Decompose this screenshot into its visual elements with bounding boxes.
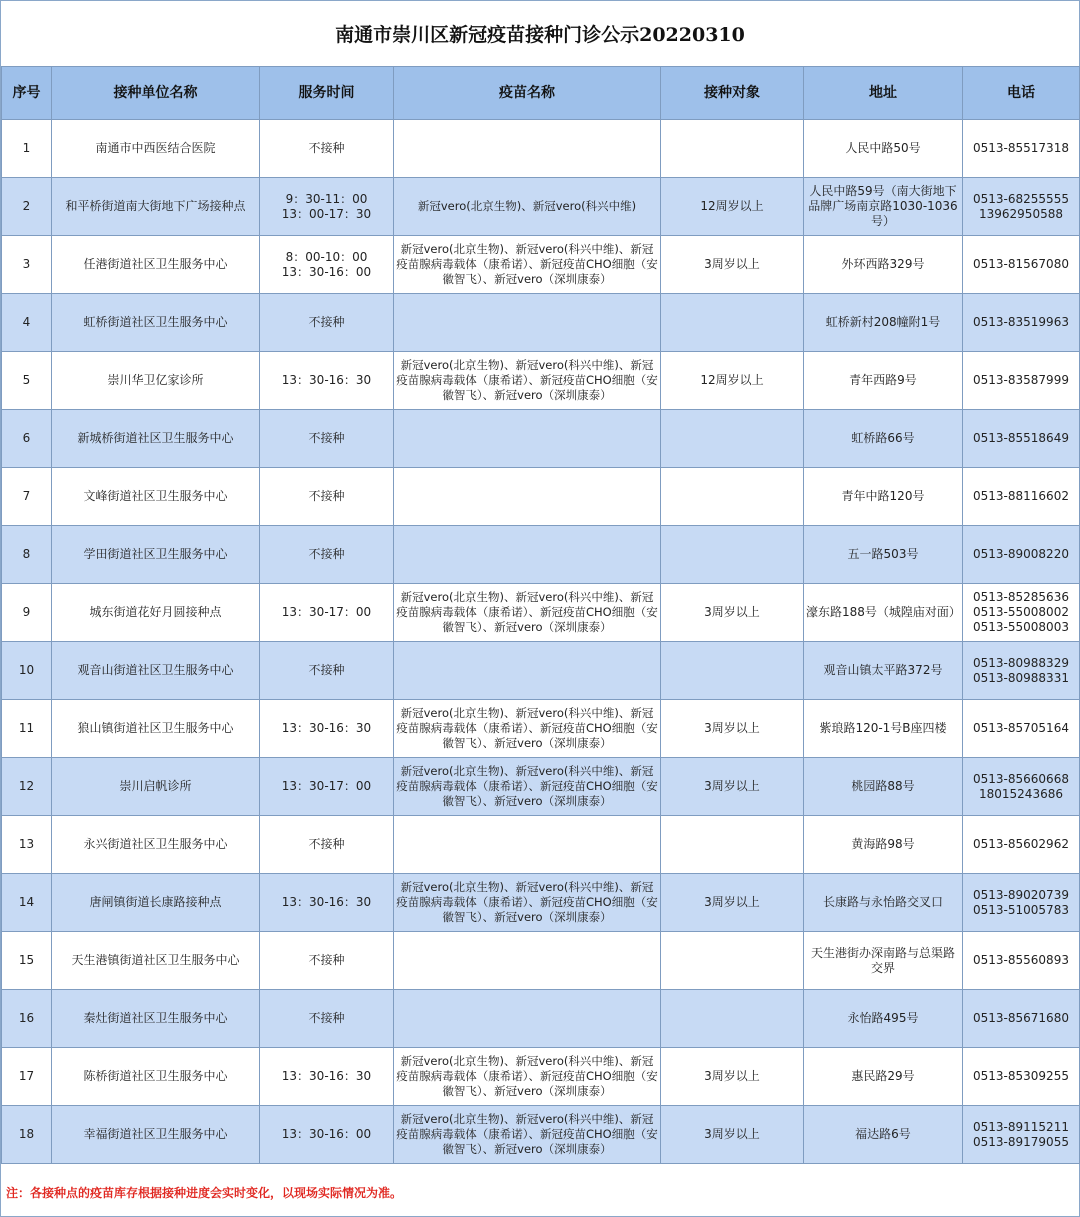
cell-target: 3周岁以上 — [661, 758, 804, 816]
cell-unit: 唐闸镇街道长康路接种点 — [52, 874, 260, 932]
cell-no: 4 — [2, 294, 52, 352]
cell-unit: 文峰街道社区卫生服务中心 — [52, 468, 260, 526]
table-row — [2, 700, 1080, 758]
table-row — [2, 236, 1080, 294]
cell-vaccine: 新冠vero(北京生物)、新冠vero(科兴中维)、新冠疫苗腺病毒载体（康希诺）、新冠疫苗CHO细胞（安徽智飞）、新冠vero（深圳康泰） — [394, 874, 661, 932]
cell-vaccine — [394, 932, 661, 990]
cell-time: 13：30-16：30 — [260, 352, 394, 410]
cell-address: 青年西路9号 — [804, 352, 963, 410]
cell-phone: 0513-85560893 — [963, 932, 1080, 990]
cell-time: 8：00-10：00 13：30-16：00 — [260, 236, 394, 294]
header-vaccine: 疫苗名称 — [394, 67, 661, 120]
cell-target — [661, 932, 804, 990]
cell-unit: 新城桥街道社区卫生服务中心 — [52, 410, 260, 468]
cell-phone: 0513-68255555 13962950588 — [963, 178, 1080, 236]
cell-no: 12 — [2, 758, 52, 816]
cell-target: 3周岁以上 — [661, 1106, 804, 1164]
cell-vaccine — [394, 816, 661, 874]
cell-target — [661, 468, 804, 526]
table-row — [2, 816, 1080, 874]
cell-no: 17 — [2, 1048, 52, 1106]
cell-target — [661, 526, 804, 584]
table-row — [2, 120, 1080, 178]
cell-time: 13：30-16：30 — [260, 874, 394, 932]
cell-phone: 0513-85705164 — [963, 700, 1080, 758]
cell-time: 9：30-11：00 13：00-17：30 — [260, 178, 394, 236]
cell-address: 天生港街办深南路与总渠路交界 — [804, 932, 963, 990]
table-row — [2, 1106, 1080, 1164]
cell-time: 13：30-17：00 — [260, 758, 394, 816]
cell-address: 虹桥路66号 — [804, 410, 963, 468]
cell-unit: 城东街道花好月圆接种点 — [52, 584, 260, 642]
table-row — [2, 352, 1080, 410]
table-row — [2, 758, 1080, 816]
cell-vaccine — [394, 468, 661, 526]
cell-phone: 0513-85518649 — [963, 410, 1080, 468]
cell-phone: 0513-85517318 — [963, 120, 1080, 178]
cell-phone: 0513-81567080 — [963, 236, 1080, 294]
cell-address: 永怡路495号 — [804, 990, 963, 1048]
cell-phone: 0513-89020739 0513-51005783 — [963, 874, 1080, 932]
cell-no: 9 — [2, 584, 52, 642]
header-no: 序号 — [2, 67, 52, 120]
cell-phone: 0513-85602962 — [963, 816, 1080, 874]
cell-address: 人民中路59号（南大街地下品牌广场南京路1030-1036号） — [804, 178, 963, 236]
cell-address: 长康路与永怡路交叉口 — [804, 874, 963, 932]
header-time: 服务时间 — [260, 67, 394, 120]
cell-no: 10 — [2, 642, 52, 700]
cell-vaccine: 新冠vero(北京生物)、新冠vero(科兴中维)、新冠疫苗腺病毒载体（康希诺）、新冠疫苗CHO细胞（安徽智飞）、新冠vero（深圳康泰） — [394, 1106, 661, 1164]
cell-address: 濠东路188号（城隍庙对面） — [804, 584, 963, 642]
cell-no: 14 — [2, 874, 52, 932]
table-row — [2, 584, 1080, 642]
cell-target: 12周岁以上 — [661, 352, 804, 410]
cell-unit: 秦灶街道社区卫生服务中心 — [52, 990, 260, 1048]
cell-unit: 虹桥街道社区卫生服务中心 — [52, 294, 260, 352]
cell-no: 6 — [2, 410, 52, 468]
cell-unit: 南通市中西医结合医院 — [52, 120, 260, 178]
table-row — [2, 642, 1080, 700]
cell-unit: 崇川启帆诊所 — [52, 758, 260, 816]
header-phone: 电话 — [963, 67, 1080, 120]
table-row — [2, 178, 1080, 236]
cell-vaccine — [394, 294, 661, 352]
cell-address: 观音山镇太平路372号 — [804, 642, 963, 700]
cell-vaccine — [394, 990, 661, 1048]
cell-time: 13：30-16：30 — [260, 1048, 394, 1106]
cell-time: 不接种 — [260, 816, 394, 874]
cell-time: 不接种 — [260, 468, 394, 526]
table-row — [2, 468, 1080, 526]
table-row — [2, 410, 1080, 468]
cell-target: 3周岁以上 — [661, 236, 804, 294]
cell-target — [661, 642, 804, 700]
cell-address: 黄海路98号 — [804, 816, 963, 874]
clinic-table — [1, 66, 1080, 1164]
cell-target: 3周岁以上 — [661, 584, 804, 642]
cell-time: 不接种 — [260, 642, 394, 700]
cell-unit: 狼山镇街道社区卫生服务中心 — [52, 700, 260, 758]
cell-unit: 崇川华卫亿家诊所 — [52, 352, 260, 410]
cell-phone: 0513-88116602 — [963, 468, 1080, 526]
cell-target — [661, 294, 804, 352]
cell-phone: 0513-89115211 0513-89179055 — [963, 1106, 1080, 1164]
cell-phone: 0513-83519963 — [963, 294, 1080, 352]
cell-no: 3 — [2, 236, 52, 294]
cell-time: 不接种 — [260, 410, 394, 468]
header-unit: 接种单位名称 — [52, 67, 260, 120]
table-body — [2, 120, 1080, 1164]
cell-no: 13 — [2, 816, 52, 874]
cell-unit: 任港街道社区卫生服务中心 — [52, 236, 260, 294]
cell-unit: 陈桥街道社区卫生服务中心 — [52, 1048, 260, 1106]
cell-unit: 和平桥街道南大街地下广场接种点 — [52, 178, 260, 236]
cell-target — [661, 120, 804, 178]
cell-unit: 学田街道社区卫生服务中心 — [52, 526, 260, 584]
cell-unit: 观音山街道社区卫生服务中心 — [52, 642, 260, 700]
header-target: 接种对象 — [661, 67, 804, 120]
cell-address: 青年中路120号 — [804, 468, 963, 526]
cell-vaccine: 新冠vero(北京生物)、新冠vero(科兴中维)、新冠疫苗腺病毒载体（康希诺）、新冠疫苗CHO细胞（安徽智飞）、新冠vero（深圳康泰） — [394, 758, 661, 816]
cell-target — [661, 816, 804, 874]
footnote: 注：各接种点的疫苗库存根据接种进度会实时变化，以现场实际情况为准。 — [6, 1186, 403, 1200]
table-row — [2, 932, 1080, 990]
cell-vaccine: 新冠vero(北京生物)、新冠vero(科兴中维)、新冠疫苗腺病毒载体（康希诺）、新冠疫苗CHO细胞（安徽智飞）、新冠vero（深圳康泰） — [394, 236, 661, 294]
cell-time: 不接种 — [260, 120, 394, 178]
cell-unit: 永兴街道社区卫生服务中心 — [52, 816, 260, 874]
cell-time: 不接种 — [260, 294, 394, 352]
cell-vaccine — [394, 526, 661, 584]
table-row — [2, 526, 1080, 584]
table-header-row — [2, 67, 1080, 120]
cell-address: 福达路6号 — [804, 1106, 963, 1164]
cell-no: 11 — [2, 700, 52, 758]
cell-address: 虹桥新村208幢附1号 — [804, 294, 963, 352]
cell-time: 13：30-17：00 — [260, 584, 394, 642]
cell-no: 8 — [2, 526, 52, 584]
cell-no: 18 — [2, 1106, 52, 1164]
table-row — [2, 874, 1080, 932]
cell-phone: 0513-83587999 — [963, 352, 1080, 410]
cell-target — [661, 990, 804, 1048]
cell-vaccine: 新冠vero(北京生物)、新冠vero(科兴中维)、新冠疫苗腺病毒载体（康希诺）、新冠疫苗CHO细胞（安徽智飞）、新冠vero（深圳康泰） — [394, 584, 661, 642]
cell-target — [661, 410, 804, 468]
cell-time: 不接种 — [260, 990, 394, 1048]
cell-vaccine — [394, 120, 661, 178]
table-row — [2, 294, 1080, 352]
cell-vaccine: 新冠vero(北京生物)、新冠vero(科兴中维)、新冠疫苗腺病毒载体（康希诺）、新冠疫苗CHO细胞（安徽智飞）、新冠vero（深圳康泰） — [394, 352, 661, 410]
cell-address: 人民中路50号 — [804, 120, 963, 178]
cell-no: 16 — [2, 990, 52, 1048]
cell-time: 13：30-16：30 — [260, 700, 394, 758]
cell-target: 3周岁以上 — [661, 700, 804, 758]
cell-unit: 天生港镇街道社区卫生服务中心 — [52, 932, 260, 990]
table-row — [2, 990, 1080, 1048]
table-row — [2, 1048, 1080, 1106]
cell-target: 12周岁以上 — [661, 178, 804, 236]
cell-phone: 0513-85309255 — [963, 1048, 1080, 1106]
cell-target: 3周岁以上 — [661, 874, 804, 932]
cell-phone: 0513-85285636 0513-55008002 0513-55008003 — [963, 584, 1080, 642]
cell-time: 13：30-16：00 — [260, 1106, 394, 1164]
cell-phone: 0513-89008220 — [963, 526, 1080, 584]
cell-no: 7 — [2, 468, 52, 526]
cell-target: 3周岁以上 — [661, 1048, 804, 1106]
cell-address: 惠民路29号 — [804, 1048, 963, 1106]
cell-time: 不接种 — [260, 932, 394, 990]
cell-vaccine: 新冠vero(北京生物)、新冠vero(科兴中维)、新冠疫苗腺病毒载体（康希诺）、新冠疫苗CHO细胞（安徽智飞）、新冠vero（深圳康泰） — [394, 700, 661, 758]
cell-vaccine — [394, 410, 661, 468]
cell-no: 2 — [2, 178, 52, 236]
cell-phone: 0513-85660668 18015243686 — [963, 758, 1080, 816]
cell-time: 不接种 — [260, 526, 394, 584]
cell-address: 外环西路329号 — [804, 236, 963, 294]
cell-phone: 0513-85671680 — [963, 990, 1080, 1048]
cell-vaccine — [394, 642, 661, 700]
cell-address: 桃园路88号 — [804, 758, 963, 816]
header-address: 地址 — [804, 67, 963, 120]
cell-address: 五一路503号 — [804, 526, 963, 584]
cell-no: 1 — [2, 120, 52, 178]
cell-no: 5 — [2, 352, 52, 410]
cell-vaccine: 新冠vero(北京生物)、新冠vero(科兴中维) — [394, 178, 661, 236]
cell-unit: 幸福街道社区卫生服务中心 — [52, 1106, 260, 1164]
cell-no: 15 — [2, 932, 52, 990]
page-title: 南通市崇川区新冠疫苗接种门诊公示20220310 — [335, 23, 745, 46]
cell-phone: 0513-80988329 0513-80988331 — [963, 642, 1080, 700]
cell-address: 紫琅路120-1号B座四楼 — [804, 700, 963, 758]
cell-vaccine: 新冠vero(北京生物)、新冠vero(科兴中维)、新冠疫苗腺病毒载体（康希诺）、新冠疫苗CHO细胞（安徽智飞）、新冠vero（深圳康泰） — [394, 1048, 661, 1106]
